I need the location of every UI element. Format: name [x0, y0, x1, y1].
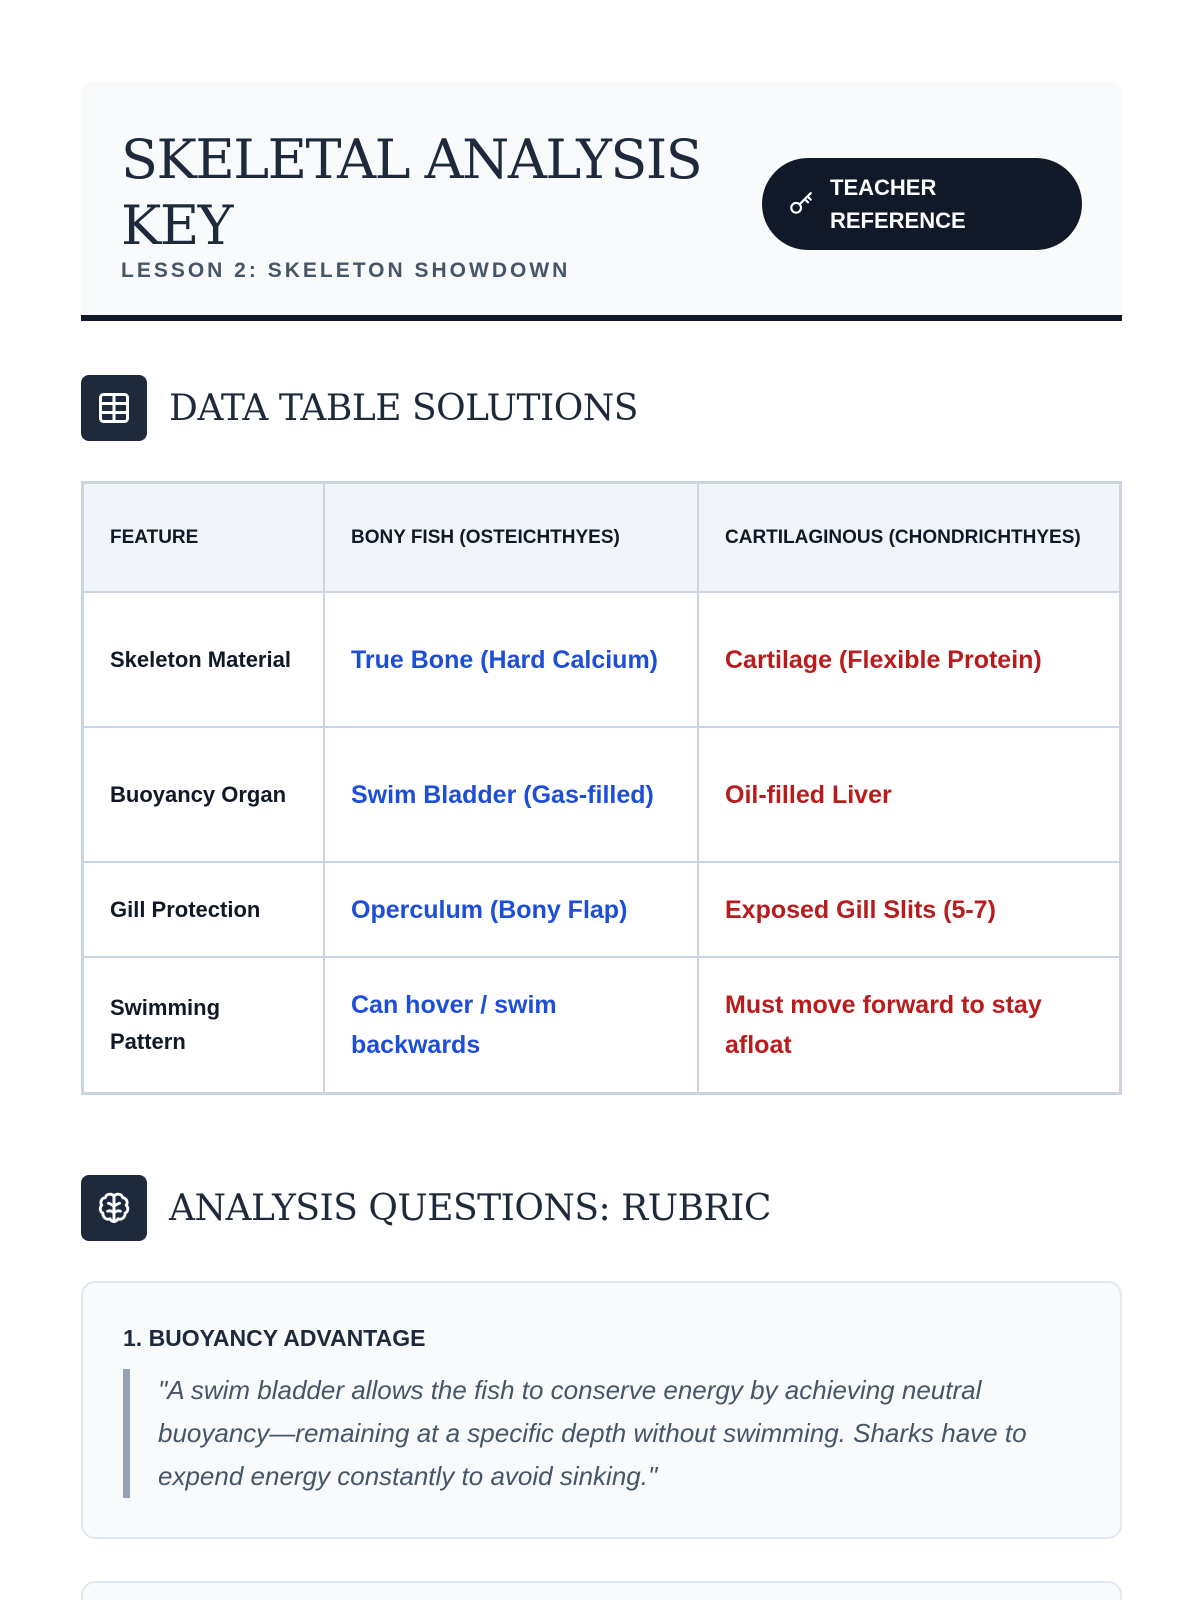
question-title: 1. BUOYANCY ADVANTAGE [123, 1325, 426, 1351]
section-title: DATA TABLE SOLUTIONS [169, 387, 638, 429]
column-header-feature: FEATURE [84, 484, 324, 592]
cartilaginous-cell: Oil-filled Liver [698, 727, 1119, 862]
page-header [81, 81, 1122, 321]
key-icon [788, 191, 814, 217]
teacher-reference-label: TEACHER REFERENCE [830, 175, 966, 233]
cartilaginous-cell: Cartilage (Flexible Protein) [698, 592, 1119, 727]
page-subtitle: LESSON 2: SKELETON SHOWDOWN [121, 259, 571, 282]
table-row [84, 592, 1119, 727]
table-row [84, 727, 1119, 862]
data-table-section-header [81, 375, 638, 441]
rubric-question-card [81, 1281, 1122, 1539]
column-header-bony: BONY FISH (OSTEICHTHYES) [324, 484, 698, 592]
table-row [84, 862, 1119, 957]
brain-icon [81, 1175, 147, 1241]
cartilaginous-cell: Must move forward to stay afloat [698, 957, 1119, 1092]
bony-cell: Swim Bladder (Gas-filled) [324, 727, 698, 862]
cartilaginous-cell: Exposed Gill Slits (5-7) [698, 862, 1119, 957]
column-header-cartilaginous: CARTILAGINOUS (CHONDRICHTHYES) [698, 484, 1119, 592]
table-row [84, 957, 1119, 1092]
model-answer: "A swim bladder allows the fish to conserve energy by achieving neutral buoyancy—remaining at a specific depth without swimming. Sharks have to expend energy constantly to avoid sinking." [123, 1369, 1083, 1498]
solutions-table [81, 481, 1122, 1095]
section-title: ANALYSIS QUESTIONS: RUBRIC [169, 1187, 771, 1229]
bony-cell: Can hover / swim backwards [324, 957, 698, 1092]
table-header-row [84, 484, 1119, 592]
rubric-section-header [81, 1175, 771, 1241]
bony-cell: Operculum (Bony Flap) [324, 862, 698, 957]
feature-cell: Buoyancy Organ [84, 727, 324, 862]
bony-cell: True Bone (Hard Calcium) [324, 592, 698, 727]
page-title: SKELETAL ANALYSIS KEY [121, 128, 702, 257]
table-icon [81, 375, 147, 441]
feature-cell: Swimming Pattern [84, 957, 324, 1092]
feature-cell: Skeleton Material [84, 592, 324, 727]
feature-cell: Gill Protection [84, 862, 324, 957]
teacher-reference-badge [762, 158, 1082, 250]
rubric-question-card [81, 1581, 1122, 1600]
